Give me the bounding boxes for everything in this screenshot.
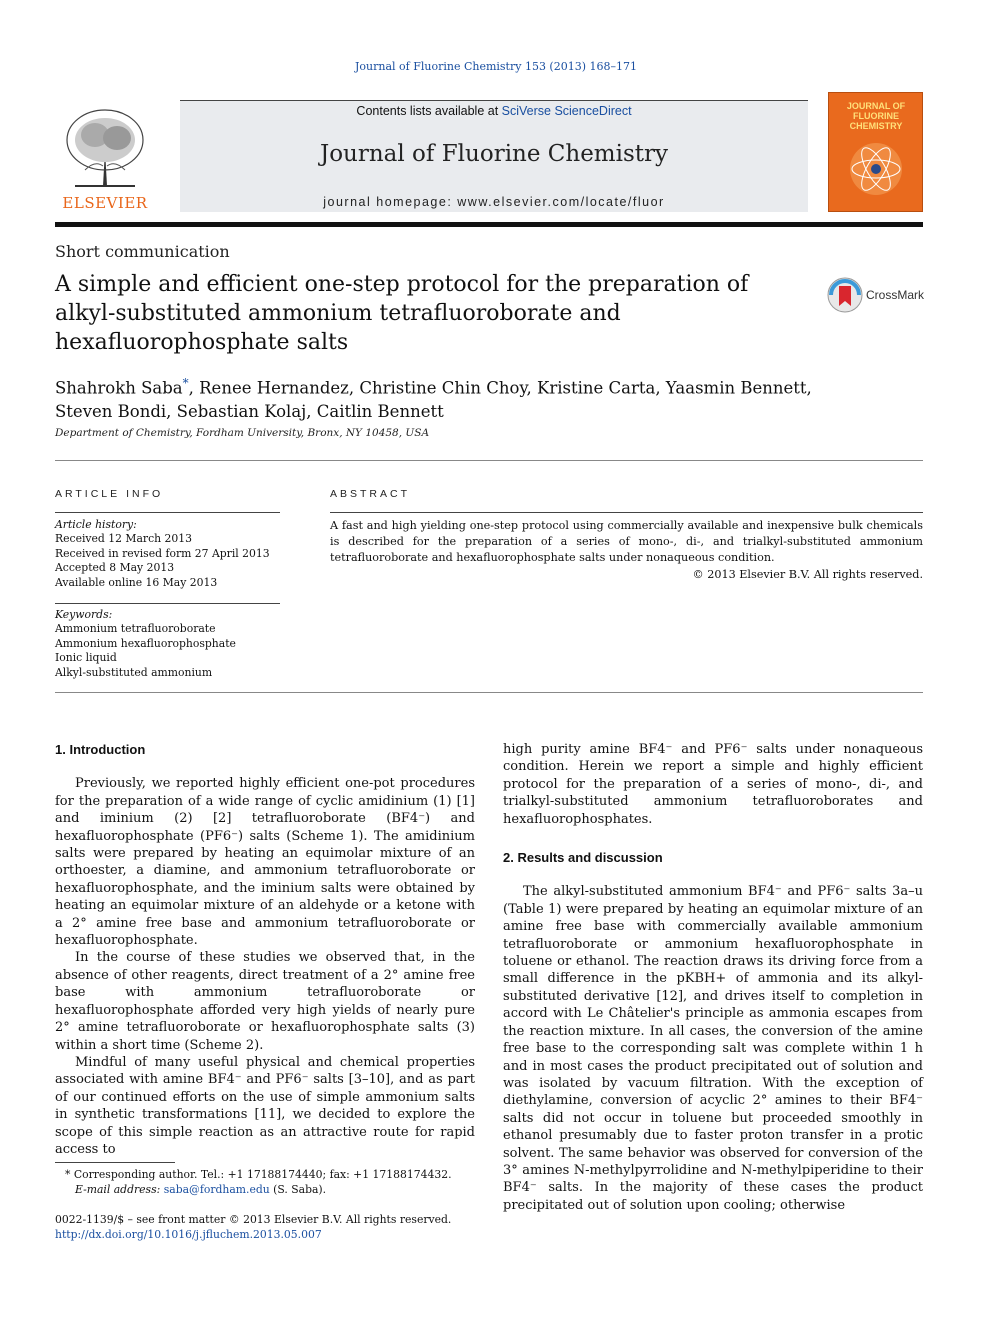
history-revised: Received in revised form 27 April 2013: [55, 546, 270, 560]
abstract-heading: ABSTRACT: [330, 488, 411, 500]
introduction-heading: 1. Introduction: [55, 742, 146, 757]
contents-prefix: Contents lists available at: [356, 104, 502, 118]
history-label: Article history:: [55, 518, 137, 531]
intro-paragraph-3: Mindful of many useful physical and chemical properties associated with amine BF4⁻ and PF6⁻ salts [3–10], and as part of our continued efforts on the use of simple ammonium salts in synthetic transformations [11], we decided to explore the scope of this simple reaction as an attractive route for rapid access to: [55, 1054, 475, 1157]
co-authors-line2: Steven Bondi, Sebastian Kolaj, Caitlin Bennett: [55, 401, 444, 421]
journal-name: Journal of Fluorine Chemistry: [319, 141, 669, 167]
issn-block: [55, 1212, 451, 1242]
footnote: [55, 1167, 452, 1197]
crossmark-label: CrossMark: [866, 288, 925, 302]
article-type: Short communication: [55, 242, 230, 261]
author-list: [55, 372, 815, 423]
intro-paragraph-2: In the course of these studies we observed that, in the absence of other reagents, direct treatment of a 2° amine free base with ammonium tetrafluoroborate or hexafluorophosphate afforded very high yields of nearly pure 2° amine tetrafluoroborate or hexafluorophosphate salts (3) within a short time (Scheme 2).: [55, 950, 475, 1053]
affiliation: Department of Chemistry, Fordham University, Bronx, NY 10458, USA: [55, 427, 430, 439]
divider: [55, 603, 280, 604]
intro-paragraph-3-cont: high purity amine BF4⁻ and PF6⁻ salts under nonaqueous condition. Herein we report a simple and highly efficient protocol for the preparation of a series of mono-, di-, and trialkyl-substituted ammonium tetrafluoroborates and hexafluorophosphates.: [503, 742, 923, 827]
article-history: [55, 518, 270, 590]
journal-citation[interactable]: Journal of Fluorine Chemistry 153 (2013) 168–171: [355, 60, 637, 73]
divider: [55, 692, 923, 693]
corresponding-author[interactable]: Shahrokh Saba: [55, 378, 183, 398]
doi-link[interactable]: http://dx.doi.org/10.1016/j.jfluchem.2013.05.007: [55, 1228, 322, 1241]
abstract-text: A fast and high yielding one-step protocol using commercially available and inexpensive bulk chemicals is described for the preparation of a series of mono-, di-, and trialkyl-substituted ammonium tetrafluoroborate and hexafluorophosphate salts under nonaqueous condition.: [330, 519, 923, 565]
results-paragraph-1: The alkyl-substituted ammonium BF4⁻ and PF6⁻ salts 3a–u (Table 1) were prepared by heating an equimolar mixture of an amine free base with commercially available ammonium tetrafluoroborate or ammonium hexafluorophosphate in toluene or ethanol. The reaction draws its driving force from a small difference in the pKBH+ of ammonia and its alkyl-substituted derivative [12], and drives itself to completion in accord with Le Châtelier's principle as ammonia escapes from the reaction mixture. In all cases, the conversion of the amine free base to the corresponding salt was complete within 1 h and in most cases the product precipitated out of solution and was isolated by vacuum filtration. With the exception of diethylamine, conversion of acyclic 2° amines to their BF4⁻ salts did not occur in toluene but proceeded smoothly in ethanol presumably due to faster proton transfer in a protic solvent. The same behavior was observed for conversion of the 3° amines N-methylpyrrolidine and N-methylpiperidine to their BF4⁻ salts. In the majority of these cases the product precipitated out of solution upon cooling; otherwise: [503, 884, 923, 1213]
corresponding-author-note: * Corresponding author. Tel.: +1 17188174440; fax: +1 17188174432.: [65, 1168, 452, 1181]
email-suffix: (S. Saba).: [269, 1183, 327, 1196]
email-line: [55, 1182, 452, 1197]
history-accepted: Accepted 8 May 2013: [55, 561, 175, 575]
journal-header: [180, 100, 808, 212]
results-heading: 2. Results and discussion: [503, 850, 663, 866]
journal-homepage[interactable]: journal homepage: www.elsevier.com/locate/fluor: [323, 195, 665, 209]
body-column-left: [55, 741, 475, 1158]
history-received: Received 12 March 2013: [55, 532, 192, 546]
email-link[interactable]: saba@fordham.edu: [163, 1183, 270, 1196]
footnote-divider: [55, 1162, 175, 1163]
intro-paragraph-1: Previously, we reported highly efficient one-pot procedures for the preparation of a wide range of cyclic amidinium (1) [1] and iminium (2) [2] tetrafluoroborate (BF4⁻) and hexafluorophosphate (PF6⁻) salts (Scheme 1). The amidinium salts were prepared by heating an equimolar mixture of an orthoester, a diamine, and ammonium tetrafluoroborate or hexafluorophosphate, and the iminium salts were obtained by heating an equimolar mixture of an aldehyde or a ketone with a 2° amine free base and ammonium tetrafluoroborate or hexafluorophosphate.: [55, 776, 475, 949]
body-column-right: [503, 741, 923, 1214]
divider: [330, 512, 923, 513]
cover-title: JOURNAL OF FLUORINE CHEMISTRY: [846, 101, 906, 131]
co-authors-line1: , Renee Hernandez, Christine Chin Choy, Kristine Carta, Yaasmin Bennett,: [188, 378, 812, 398]
elsevier-logo: [55, 100, 155, 212]
abstract-body: [330, 518, 923, 583]
corresponding-author-mark[interactable]: *: [182, 376, 189, 390]
keyword: Alkyl-substituted ammonium: [55, 665, 213, 679]
header-divider: [55, 222, 923, 227]
divider: [55, 460, 923, 461]
keyword: Ammonium hexafluorophosphate: [55, 636, 236, 650]
article-info-heading: ARTICLE INFO: [55, 488, 164, 500]
crossmark-badge[interactable]: [826, 276, 926, 314]
abstract-copyright: © 2013 Elsevier B.V. All rights reserved.: [692, 567, 923, 581]
history-online: Available online 16 May 2013: [55, 575, 218, 589]
crossmark-icon: [826, 276, 864, 314]
contents-line: [180, 104, 808, 118]
sciencedirect-link[interactable]: SciVerse ScienceDirect: [501, 104, 632, 118]
keywords: [55, 608, 236, 680]
keyword: Ammonium tetrafluoroborate: [55, 622, 216, 636]
publisher-name: ELSEVIER: [62, 194, 148, 212]
email-label: E-mail address:: [75, 1183, 164, 1196]
keywords-label: Keywords:: [55, 608, 113, 621]
journal-cover: [828, 92, 923, 212]
keyword: Ionic liquid: [55, 651, 117, 665]
issn-line: 0022-1139/$ – see front matter © 2013 Elsevier B.V. All rights reserved.: [55, 1213, 452, 1226]
article-title: A simple and efficient one-step protocol for the preparation of alkyl-substituted ammonium tetrafluoroborate and hexafluorophosphate salts: [55, 272, 749, 355]
atom-icon: [846, 139, 906, 199]
divider: [55, 512, 280, 513]
